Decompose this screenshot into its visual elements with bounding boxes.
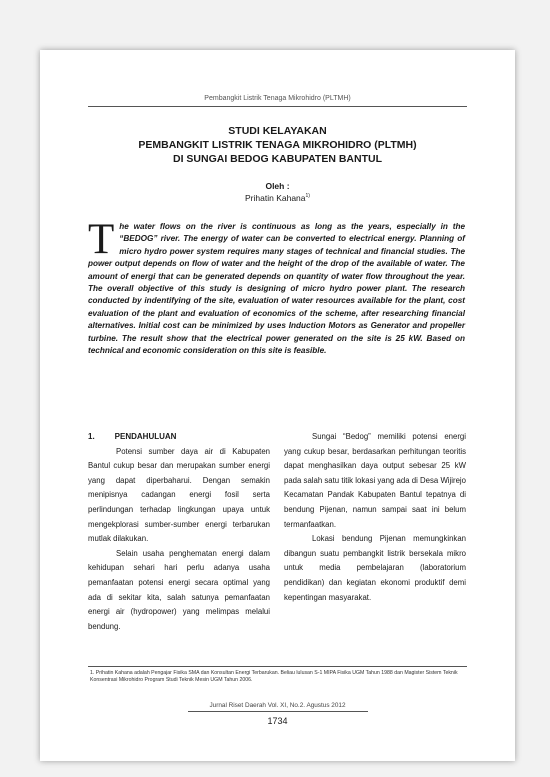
title-line-1: STUDI KELAYAKAN	[228, 125, 327, 137]
title-line-3: DI SUNGAI BEDOG KABUPATEN BANTUL	[172, 153, 383, 165]
header-rule	[88, 106, 467, 107]
paragraph: Sungai “Bedog” memiliki potensi energi yang cukup besar, berdasarkan perhitungan teoritis dapat menghasilkan daya output sebesar 25 kW pada salah satu titik lokasi yang ada di Desa Wijirejo Kecamatan Pandak Kabupaten Bantul tepatnya di bendung Pijenan, namun sampai saat ini belum termanfaatkan.	[284, 432, 466, 529]
author-name: Prihatin Kahana	[245, 193, 306, 203]
running-header: Pembangkit Listrik Tenaga Mikrohidro (PLTMH)	[204, 95, 351, 102]
column-left	[88, 430, 270, 634]
journal-info: Jurnal Riset Daerah Vol. XI, No.2. Agustus 2012	[209, 702, 346, 709]
paragraph: Lokasi bendung Pijenan memungkinkan dibangun suatu pembangkit listrik bersekala mikro untuk media pembelajaran (laboratorium pendidikan) dan kegiatan ekonomi produktif demi kepentingan masyarakat.	[284, 534, 466, 602]
footnote-rule	[88, 666, 467, 667]
author-footnote-mark: 1)	[305, 193, 310, 200]
paragraph: Potensi sumber daya air di Kabupaten Bantul cukup besar dan merupakan sumber energi yang dapat diperbaharui. Dengan semakin menipisnya cadangan energi fosil serta perlindungan terhadap lingkungan upaya untuk mengekplorasi sumber-sumber energi terbarukan mutlak dilakukan.	[88, 446, 270, 544]
oleh-label: Oleh :	[265, 181, 290, 191]
paper-page	[40, 50, 515, 761]
section-title: PENDAHULUAN	[114, 432, 177, 441]
column-right	[284, 430, 466, 605]
article-title	[40, 124, 515, 166]
title-line-2: PEMBANGKIT LISTRIK TENAGA MIKROHIDRO (PLTMH)	[138, 139, 417, 151]
journal-rule	[188, 711, 368, 712]
author-line	[40, 193, 515, 203]
section-heading	[88, 430, 256, 445]
abstract	[88, 216, 465, 357]
abstract-text: he water flows on the river is continuous as long as the years, especially in the “BEDOG” river. The energy of water can be converted to electrical energy. Planning of micro hydro power system requires many stages of technical and financial studies. The power output depends on flow of water and the height of the drop of the available of water. The amount of energi that can be generated depends on quantity of water flow throughout the year. The overall objective of this study is designing of micro hydro power plant. The research conducted by indentifying of the site, evaluation of water resources available for the plant, cost evaluation of the plant and evaluation of economics of the scheme, after researching financial alternatives. Initial cost can be minimized by uses Induction Motors as Generator and propeller turbine. The result show that the electrical power generated on the site is 25 kW. Based on technical and economic consideration on this site is feasible.	[88, 222, 465, 356]
section-number: 1.	[88, 432, 95, 441]
paragraph: Selain usaha penghematan energi dalam kehidupan sehari hari perlu adanya usaha pemanfaatan potensi energi secara optimal yang ada di sekitar kita, salah satunya pemanfaatan energi air (hydropower) yang melimpas melalui bendung.	[88, 548, 270, 631]
page-number: 1734	[267, 716, 288, 726]
footnote: 1. Prihatin Kahana adalah Pengajar Fisika SMA dan Konsultan Energi Terbarukan. Beliau lulusan S-1 MIPA Fisika UGM Tahun 1988 dan Magister Sistem Teknik Konsentrasi Mikrohidro Program Studi Teknik Mesin UGM Tahun 2006.	[90, 670, 458, 683]
abstract-dropcap: T	[88, 216, 115, 263]
